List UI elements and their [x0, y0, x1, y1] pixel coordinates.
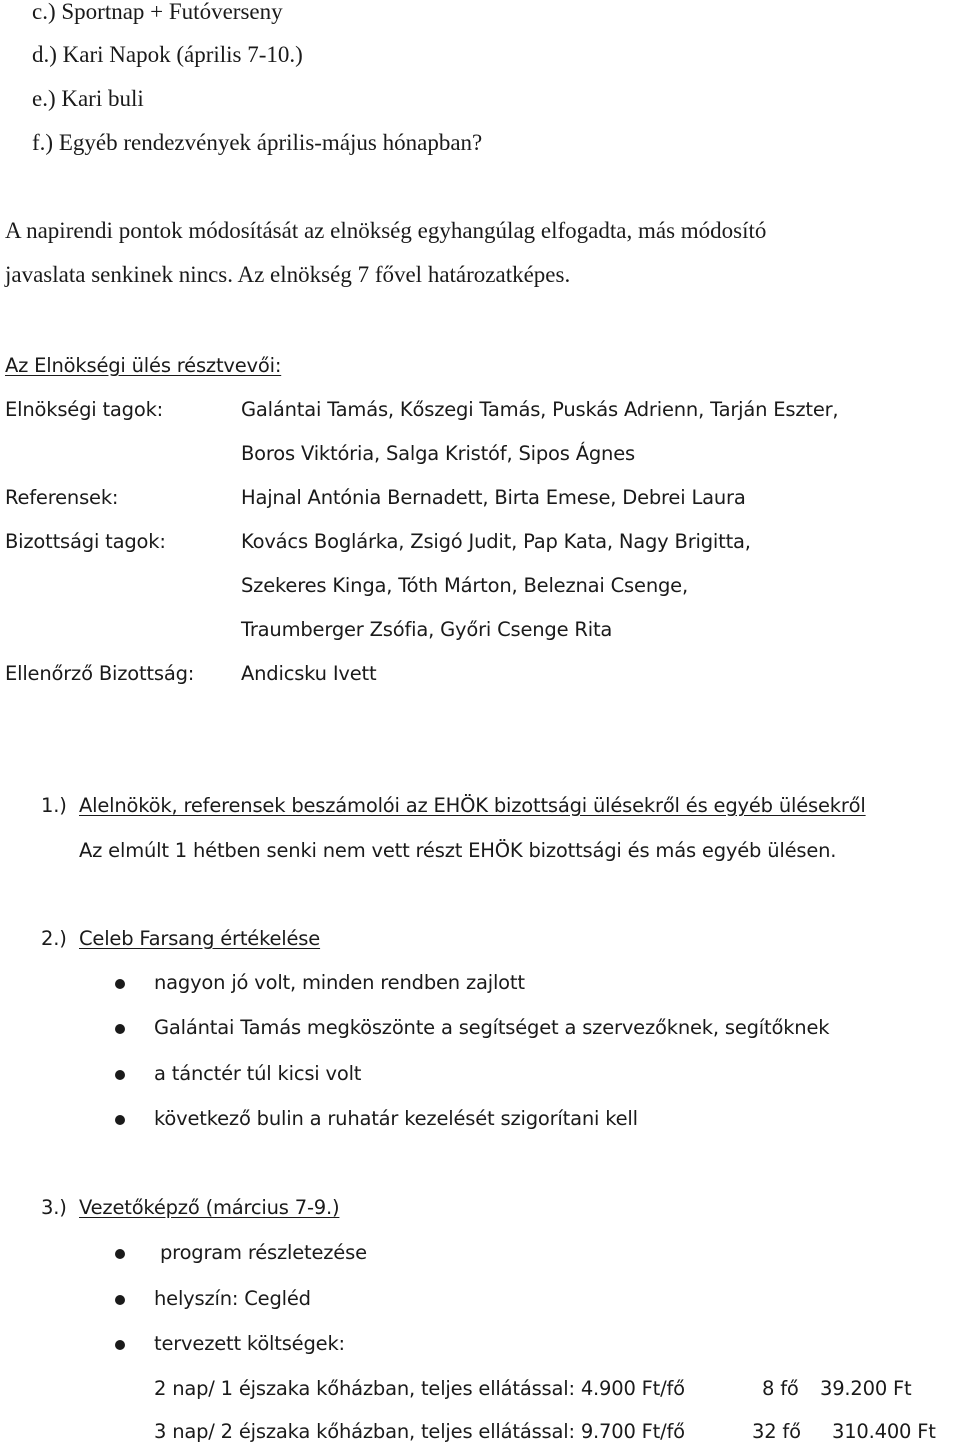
committee-members-line-2: Szekeres Kinga, Tóth Márton, Beleznai Csenge,	[241, 574, 688, 597]
participants-heading: Az Elnökségi ülés résztvevői:	[5, 354, 282, 377]
referents-label: Referensek:	[5, 486, 119, 509]
audit-committee-label: Ellenőrző Bizottság:	[5, 662, 195, 685]
bullet-icon	[115, 1115, 125, 1125]
approval-line-2: javaslata senkinek nincs. Az elnökség 7 fővel határozatképes.	[5, 262, 571, 287]
cost-row-2-total: 310.400 Ft	[832, 1420, 936, 1443]
audit-committee-name: Andicsku Ivett	[241, 662, 377, 685]
section-2-number: 2.)	[41, 927, 67, 950]
agenda-item-f: f.) Egyéb rendezvények április-május hónapban?	[32, 130, 483, 155]
section-2-title: Celeb Farsang értékelése	[79, 927, 321, 950]
section-2-bullet-3: a tánctér túl kicsi volt	[154, 1062, 362, 1085]
section-3-title: Vezetőképző (március 7-9.)	[79, 1196, 340, 1219]
section-2-bullet-4: következő bulin a ruhatár kezelését szigorítani kell	[154, 1107, 638, 1130]
bullet-icon	[115, 979, 125, 989]
committee-members-label: Bizottsági tagok:	[5, 530, 166, 553]
section-1-title: Alelnökök, referensek beszámolói az EHÖK bizottsági ülésekről és egyéb ülésekről	[79, 794, 866, 817]
approval-line-1: A napirendi pontok módosítását az elnökség egyhangúlag elfogadta, más módosító	[5, 218, 767, 243]
bullet-icon	[115, 1295, 125, 1305]
section-3-bullet-2: helyszín: Cegléd	[154, 1287, 311, 1310]
agenda-item-d: d.) Kari Napok (április 7-10.)	[32, 42, 303, 67]
section-3-bullet-3: tervezett költségek:	[154, 1332, 345, 1355]
cost-row-1-people: 8 fő	[762, 1377, 799, 1400]
bullet-icon	[115, 1249, 125, 1259]
board-members-line-1: Galántai Tamás, Kőszegi Tamás, Puskás Adrienn, Tarján Eszter,	[241, 398, 839, 421]
bullet-icon	[115, 1070, 125, 1080]
agenda-item-e: e.) Kari buli	[32, 86, 144, 111]
bullet-icon	[115, 1024, 125, 1034]
section-1-number: 1.)	[41, 794, 67, 817]
section-2-bullet-2: Galántai Tamás megköszönte a segítséget a szervezőknek, segítőknek	[154, 1016, 830, 1039]
cost-row-1-total: 39.200 Ft	[820, 1377, 912, 1400]
board-members-line-2: Boros Viktória, Salga Kristóf, Sipos Ágnes	[241, 442, 635, 465]
bullet-icon	[115, 1340, 125, 1350]
referents-names: Hajnal Antónia Bernadett, Birta Emese, Debrei Laura	[241, 486, 746, 509]
section-2-bullet-1: nagyon jó volt, minden rendben zajlott	[154, 971, 525, 994]
section-3-number: 3.)	[41, 1196, 67, 1219]
agenda-item-c: c.) Sportnap + Futóverseny	[32, 0, 283, 24]
cost-row-1-description: 2 nap/ 1 éjszaka kőházban, teljes ellátással: 4.900 Ft/fő	[154, 1377, 685, 1400]
cost-row-2-description: 3 nap/ 2 éjszaka kőházban, teljes ellátással: 9.700 Ft/fő	[154, 1420, 685, 1443]
committee-members-line-1: Kovács Boglárka, Zsigó Judit, Pap Kata, Nagy Brigitta,	[241, 530, 751, 553]
board-members-label: Elnökségi tagok:	[5, 398, 164, 421]
section-3-bullet-1: program részletezése	[160, 1241, 367, 1264]
section-1-text: Az elmúlt 1 hétben senki nem vett részt EHÖK bizottsági és más egyéb ülésen.	[79, 839, 837, 862]
cost-row-2-people: 32 fő	[752, 1420, 801, 1443]
committee-members-line-3: Traumberger Zsófia, Győri Csenge Rita	[241, 618, 613, 641]
